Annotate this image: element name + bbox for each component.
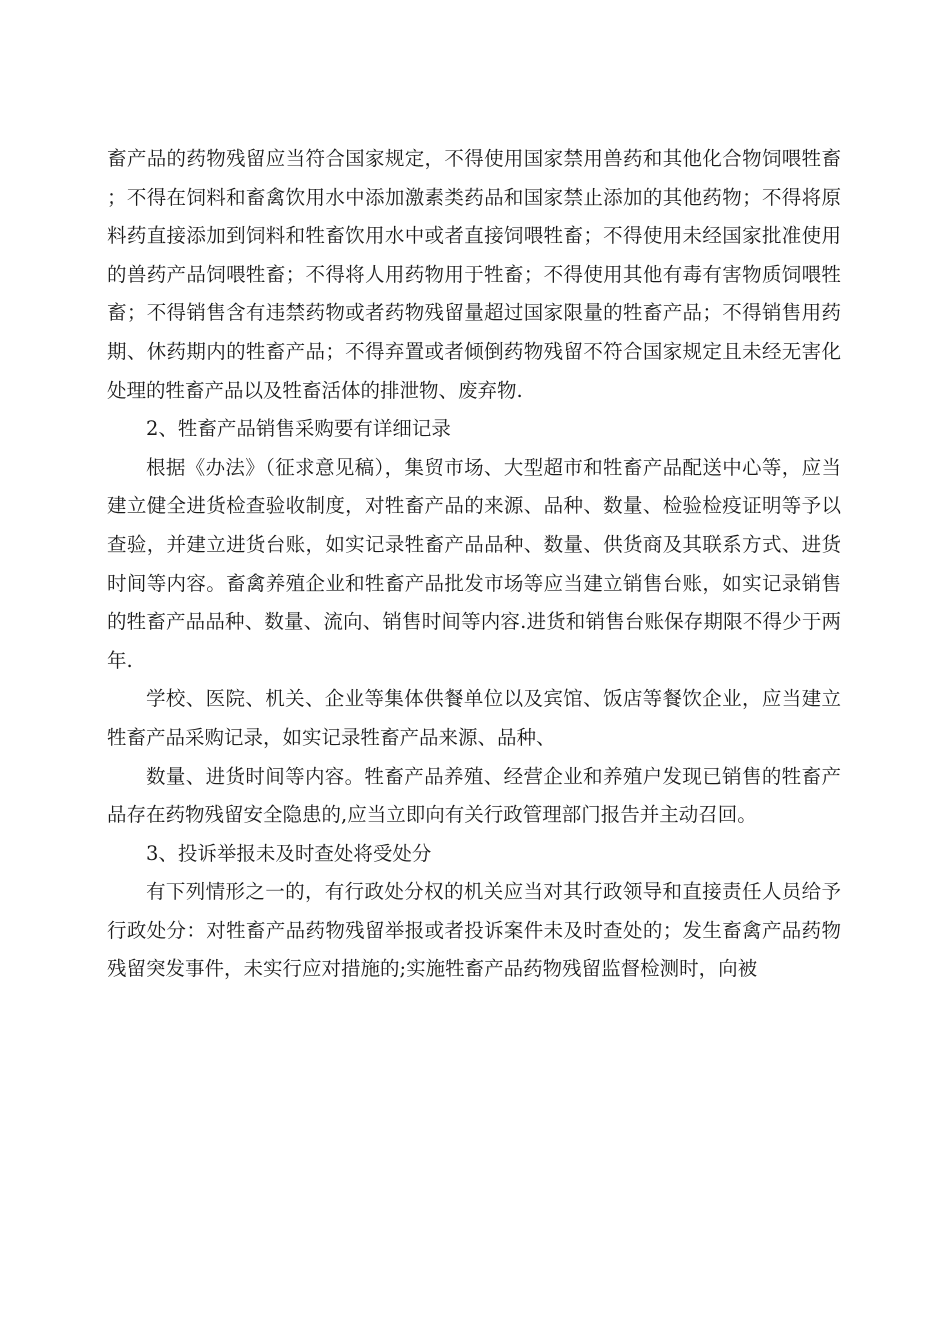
paragraph-administrative-sanctions: 有下列情形之一的，有行政处分权的机关应当对其行政领导和直接责任人员给予行政处分：对牲畜产品药物残留举报或者投诉案件未及时查处的；发生畜禽产品药物残留突发事件，未实行应对措施的;实施牲畜产品药物残留监督检测时，向被 xyxy=(107,880,841,981)
paragraph-catering-records: 学校、医院、机关、企业等集体供餐单位以及宾馆、饭店等餐饮企业，应当建立牲畜产品采购记录，如实记录牲畜产品来源、品种、 xyxy=(107,687,841,749)
paragraph-recall: 数量、进货时间等内容。牲畜产品养殖、经营企业和养殖户发现已销售的牲畜产品存在药物残留安全隐患的,应当立即向有关行政管理部门报告并主动召回。 xyxy=(107,764,841,827)
section-heading-sales-records: 2、牲畜产品销售采购要有详细记录 xyxy=(146,417,451,441)
paragraph-drug-residue-rules: 畜产品的药物残留应当符合国家规定，不得使用国家禁用兽药和其他化合物饲喂牲畜；不得在饲料和畜禽饮用水中添加激素类药品和国家禁止添加的其他药物；不得将原料药直接添加到饲料和牲畜饮用水中或者直接饲喂牲畜；不得使用未经国家批准使用的兽药产品饲喂牲畜；不得将人用药物用于牲畜；不得使用其他有毒有害物质饲喂牲畜；不得销售含有违禁药物或者药物残留量超过国家限量的牲畜产品；不得销售用药期、休药期内的牲畜产品；不得弃置或者倾倒药物残留不符合国家规定且未经无害化处理的牲畜产品以及牲畜活体的排泄物、废弃物. xyxy=(107,147,841,402)
section-heading-complaints: 3、投诉举报未及时查处将受处分 xyxy=(146,841,432,865)
document-body xyxy=(107,140,841,989)
paragraph-purchase-ledger: 根据《办法》（征求意见稿），集贸市场、大型超市和牲畜产品配送中心等，应当建立健全进货检查验收制度，对牲畜产品的来源、品种、数量、检验检疫证明等予以查验，并建立进货台账，如实记录牲畜产品品种、数量、供货商及其联系方式、进货时间等内容。畜禽养殖企业和牲畜产品批发市场等应当建立销售台账，如实记录销售的牲畜产品品种、数量、流向、销售时间等内容.进货和销售台账保存期限不得少于两年. xyxy=(107,455,841,672)
